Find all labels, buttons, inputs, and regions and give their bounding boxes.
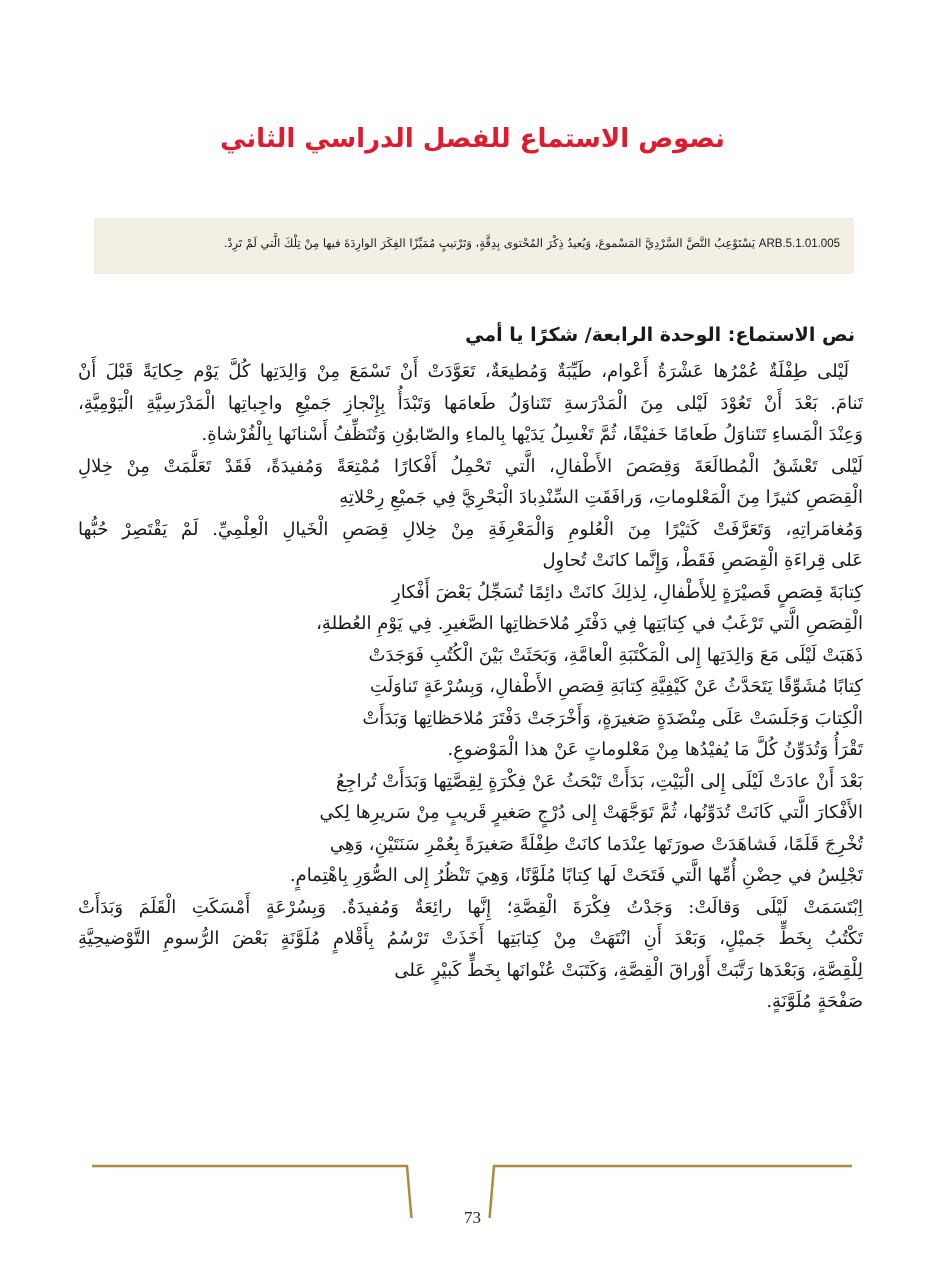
story-line: لِلْقِصَّةِ، وَبَعْدَها رَتَّبَتْ أَوْراقَ الْقِصَّةِ، وَكَتَبَتْ عُنْوانَها بِخَطٍّ كَبيْرٍ عَلى [394,959,863,981]
story-line: ذَهَبَتْ لَيْلَى مَعَ وَالِدَتِها إِلى الْمَكْتَبَةِ الْعامَّةِ، وَبَحَثَتْ بَيْنَ الْكُتُبِ فَوَجَدَتْ [368,644,863,666]
story-line: بَعْدَ أَنْ عادَتْ لَيْلَى إِلى الْبَيْتِ، بَدَأَتْ تَبْحَثُ عَنْ فِكْرَةٍ لِقِصَّتِها وَبَدَأَتْ تُراجِعُ [335,770,863,792]
page-number: 73 [464,1208,481,1227]
story-text [78,356,863,1018]
story-line: تَجْلِسُ في حِضْنِ أُمِّها الَّتي فَتَحَتْ لَها كِتابًا مُلَوَّنًا، وَهِيَ تَنْظُرُ إِلى الصُّوَرِ بِاهْتِمامٍ. [289,865,863,886]
story-line: الْقِصَصِ الَّتي تَرْغَبُ في كِتابَتِها فِي دَفْتَرِ مُلاحَظاتِها الصَّغيرِ. فِي يَوْمِ العُطلةِ، [316,613,863,634]
story-line: تَنامَ. بَعْدَ أَنْ تَعُوْدَ لَيْلى مِنَ الْمَدْرَسةِ تَتَناوَلُ طَعامَها وَتَبْدَأُ بِإِنْجازِ جَميْعِ واجِباتِها الْمَدْرَسِيَّةِ الْيَوْمِيَّةِ، [78,392,863,414]
story-line: لَيْلى طِفْلَةٌ عُمْرُها عَشْرَةُ أَعْوام، طَيِّبَةٌ وَمُطيعَةٌ، تَعَوَّدَتْ أَنْ تَسْمَعَ مِنْ وَالِدَتِها كُلَّ يَوْم حِكايَةً قَبْلَ أَنْ [78,361,849,382]
story-line: تَقْرَأُ وَتُدَوِّنُ كُلَّ مَا يُفيْدُها مِنْ مَعْلوماتٍ عَنْ هذا الْمَوْضوعِ. [447,739,863,760]
story-line: وَعِنْدَ الْمَساءِ تَتَناوَلُ طَعامًا خَفيْفًا، ثُمَّ تَغْسِلُ يَدَيْها بِالماءِ والصّابوُنِ وَتُنَظِّفُ أَسْنانَها بِالْفُرْشاةِ. [201,424,863,445]
story-line: تُخْرِجَ قَلَمًا، فَشاهَدَتْ صورَتَها عِنْدَما كانَتْ طِفْلَةً صَغيرَةً بِعُمْرِ سَنَتَيْنِ، وَهِي [329,833,863,855]
story-line: صَفْحَةٍ مُلَوَّنَةٍ. [766,991,863,1012]
page-title: نصوص الاستماع للفصل الدراسي الثاني [220,124,725,154]
outcome-description: يَسْتَوْعِبُ النَّصَّ السَّرْدِيَّ المَسْموعَ، وَيُعيدُ ذِكْرَ المُحْتوى بِدِقَّةٍ، وَتَرْتيبٍ مُمَيِّزًا الفِكَرَ الوارِدَةَ فيها مِنْ تِلْكَ الَّتي لَمْ تَرِدْ. [223,236,756,250]
story-line: تَكْتُبُ بِخَطٍّ جَميْلٍ، وَبَعْدَ أَنِ انْتَهَتْ مِنْ كِتابَتِها أَخَذَتْ تَرْسُمُ بِأَقْلامٍ مُلَوَّنَةٍ بَعْضَ الرُّسومِ التَّوْضيحِيَّةِ [78,928,863,949]
section-heading: نص الاستماع: الوحدة الرابعة/ شكرًا يا أمي [465,324,855,346]
story-line: اِبْتَسَمَتْ لَيْلَى وَقالَتْ: وَجَدْتُ فِكْرَةَ الْقِصَّةِ؛ إِنَّها رائِعَةٌ وَمُفيدَةٌ. وَبِسُرْعَةٍ أَمْسَكَتِ الْقَلَمَ وَبَدَأَتْ [78,896,863,918]
story-line: كِتابًا مُشَوِّقًا يَتَحَدَّثُ عَنْ كَيْفِيَّةِ كِتابَةِ قِصَصِ الأَطْفالِ، وَبِسُرْعَةٍ تَناوَلَتِ [370,676,863,697]
story-line: لَيْلى تَعْشَقُ الْمُطالَعَةَ وَقِصَصَ الأَطْفالِ، الَّتي تَحْمِلُ أَفْكارًا مُمْتِعَةً وَمُفيدَةً، فَقَدْ تَعَلَّمَتْ مِنْ خِلالِ [78,455,864,477]
story-line: الْقِصَصِ كثيرًا مِنَ الْمَعْلوماتِ، وَرافَقَتِ السِّنْدِبادَ الْبَحْرِيَّ فِي جَميْعِ رِحْلاتِهِ [339,487,863,508]
story-line: الْكِتابَ وَجَلَسَتْ عَلَى مِنْضَدَةٍ صَغيرَةٍ، وَأَخْرَجَتْ دَفْتَرَ مُلاحَظاتِها وَبَدَأَتْ [362,707,863,729]
story-line: عَلى قِراءَةِ الْقِصَصِ فَقَطْ، وَإِنَّما كانَتْ تُحاوِل [542,550,863,571]
learning-outcome [224,236,840,250]
learning-outcome-box [94,218,854,274]
story-line: كِتابَةَ قِصَصٍ قَصيْرَةٍ لِلأَطْفالِ، لِذلِكَ كانَتْ دائِمًا تُسَجِّلُ بَعْضَ أَفْكارِ [392,581,863,603]
outcome-code: ARB.5.1.01.005 [758,238,840,250]
story-line: الأَفْكارَ الَّتي كَانَتْ تُدَوِّنُها، ثُمَّ تَوَجَّهَتْ إِلى دُرْجٍ صَغيرٍ قَريبٍ مِنْ سَريرِها لِكي [319,802,863,823]
story-line: وَمُغامَراتِهِ، وَتَعَرَّفَتْ كَثيْرًا مِنَ الْعُلومِ وَالْمَعْرِفَةِ مِنْ خِلالِ قِصَصِ الْخَيالِ الْعِلْمِيِّ. لَمْ يَقْتَصِرْ حُبُّها [78,518,864,540]
